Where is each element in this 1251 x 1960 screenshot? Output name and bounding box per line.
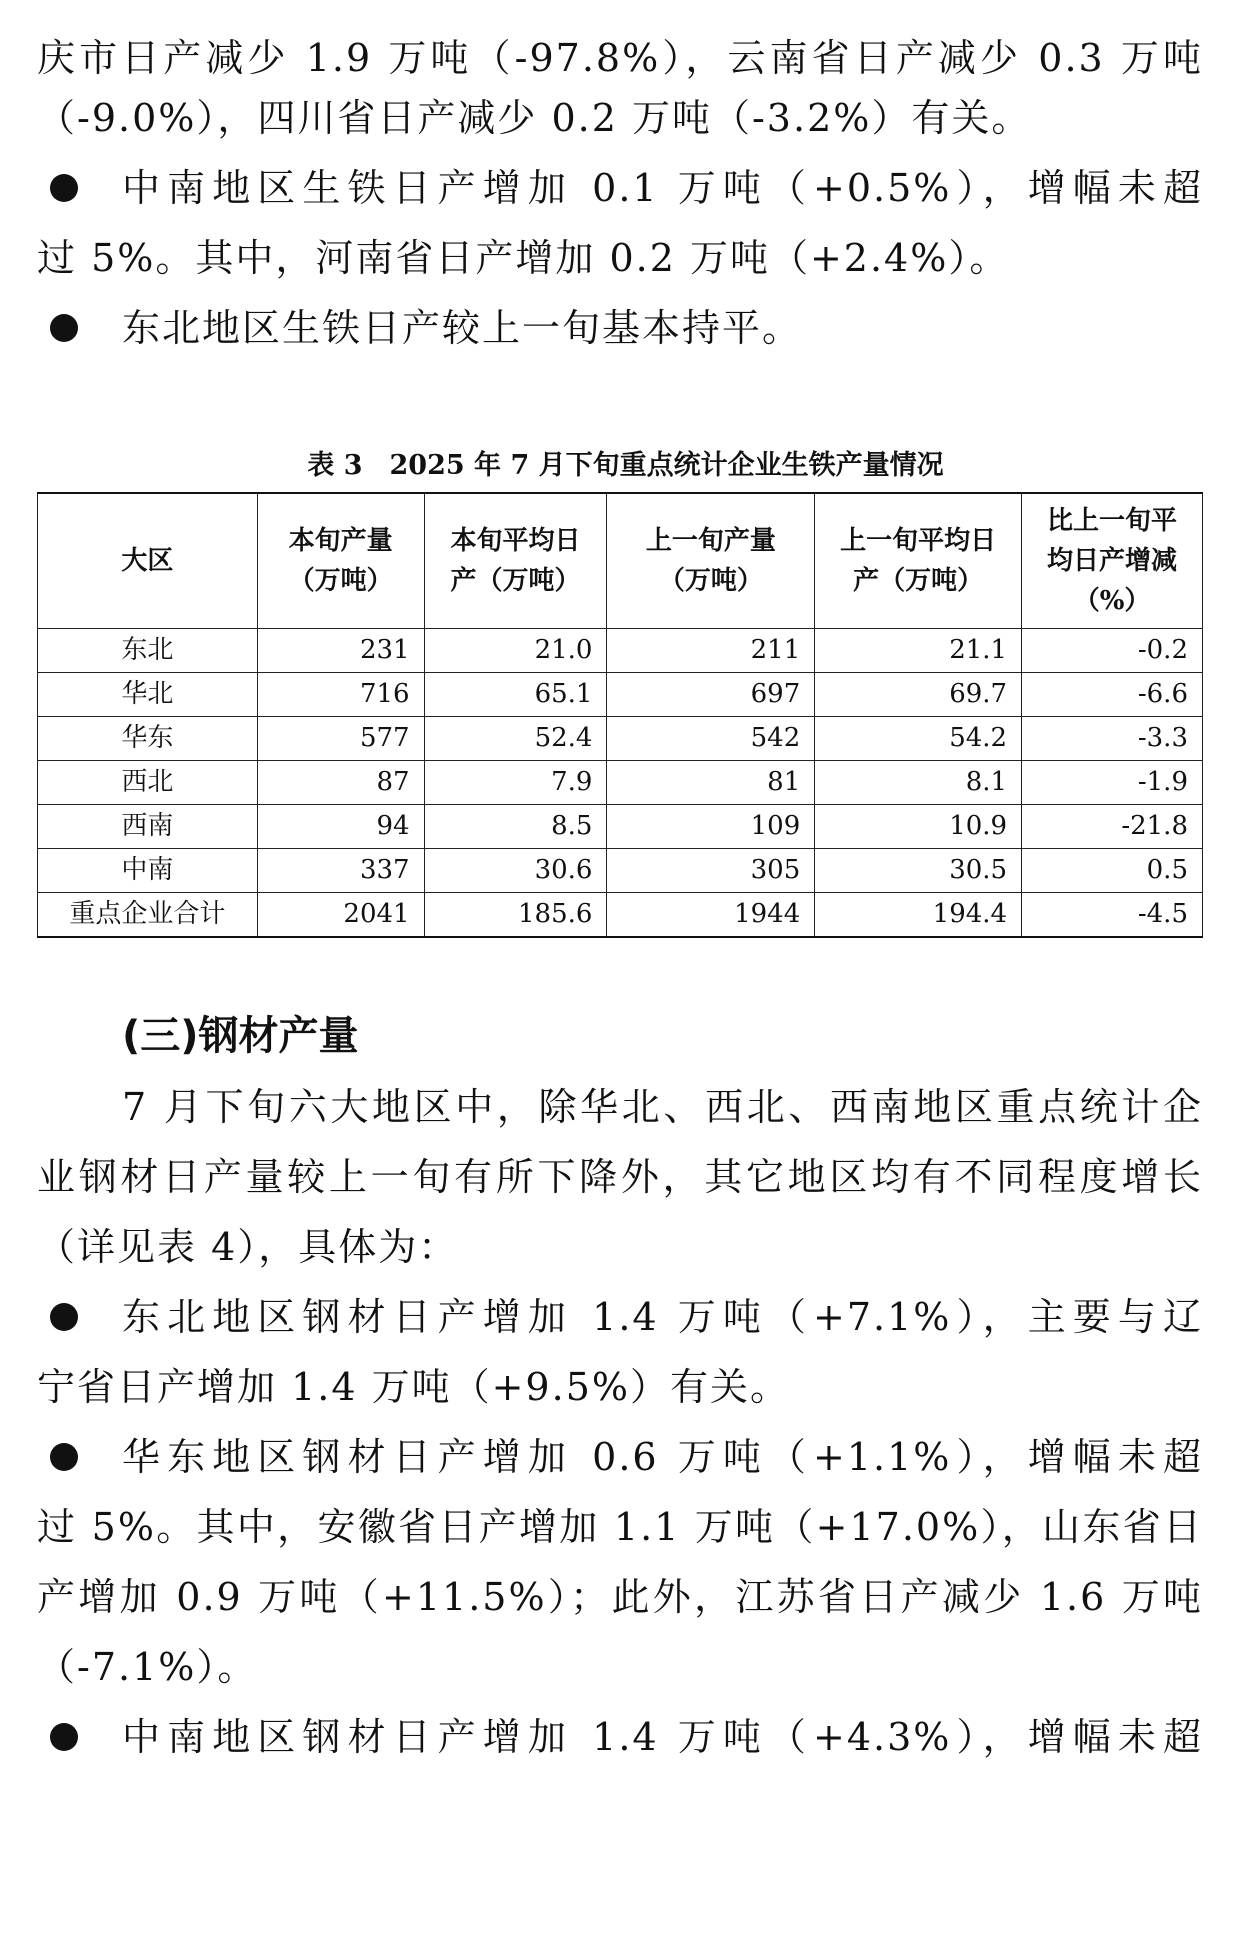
cell-period-daily-avg: 30.6 (424, 849, 607, 893)
header-period-output: 本旬产量（万吨） (257, 493, 424, 629)
cell-change-pct: -4.5 (1022, 893, 1203, 938)
cell-period-daily-avg: 185.6 (424, 893, 607, 938)
cell-period-output: 231 (257, 629, 424, 673)
bullet-text: 东北地区生铁日产较上一旬基本持平。 (122, 306, 803, 350)
cell-period-output: 337 (257, 849, 424, 893)
cell-period-daily-avg: 8.5 (424, 805, 607, 849)
table-row (38, 673, 1203, 717)
cell-prev-daily-avg: 54.2 (815, 717, 1022, 761)
cell-region: 东北 (38, 629, 258, 673)
cell-prev-daily-avg: 69.7 (815, 673, 1022, 717)
header-prev-daily-avg: 上一旬平均日产（万吨） (815, 493, 1022, 629)
cell-prev-output: 305 (607, 849, 815, 893)
bullet-text: 东北地区钢材日产增加 1.4 万吨（+7.1%），主要与辽 (122, 1295, 1203, 1339)
paragraph-line: （-7.1%）。 (37, 1645, 258, 1689)
header-change-pct: 比上一旬平均日产增减（%） (1022, 493, 1203, 629)
header-prev-output: 上一旬产量（万吨） (607, 493, 815, 629)
cell-prev-output: 542 (607, 717, 815, 761)
cell-prev-output: 211 (607, 629, 815, 673)
paragraph-line: 业钢材日产量较上一旬有所下降外，其它地区均有不同程度增长 (37, 1155, 1203, 1199)
cell-period-output: 2041 (257, 893, 424, 938)
paragraph-line: 宁省日产增加 1.4 万吨（+9.5%）有关。 (37, 1365, 790, 1409)
cell-period-output: 87 (257, 761, 424, 805)
cell-period-daily-avg: 65.1 (424, 673, 607, 717)
table-row (38, 717, 1203, 761)
table-row (38, 761, 1203, 805)
cell-prev-daily-avg: 30.5 (815, 849, 1022, 893)
header-region: 大区 (38, 493, 258, 629)
cell-change-pct: -0.2 (1022, 629, 1203, 673)
bullet-item-line (122, 1432, 1203, 1482)
paragraph-line: 庆市日产减少 1.9 万吨（-97.8%），云南省日产减少 0.3 万吨 (37, 36, 1203, 80)
cell-change-pct: -21.8 (1022, 805, 1203, 849)
bullet-text: 华东地区钢材日产增加 0.6 万吨（+1.1%），增幅未超 (122, 1435, 1203, 1479)
cell-prev-daily-avg: 8.1 (815, 761, 1022, 805)
cell-change-pct: -6.6 (1022, 673, 1203, 717)
bullet-item-line (122, 1712, 1203, 1762)
cell-period-output: 577 (257, 717, 424, 761)
cell-prev-daily-avg: 10.9 (815, 805, 1022, 849)
cell-period-output: 94 (257, 805, 424, 849)
bullet-item-line (122, 303, 1203, 353)
cell-prev-daily-avg: 21.1 (815, 629, 1022, 673)
cell-region: 华北 (38, 673, 258, 717)
bullet-text: 中南地区钢材日产增加 1.4 万吨（+4.3%），增幅未超 (122, 1715, 1203, 1759)
cell-prev-daily-avg: 194.4 (815, 893, 1022, 938)
cell-period-output: 716 (257, 673, 424, 717)
cell-region: 西南 (38, 805, 258, 849)
paragraph-line: 过 5%。其中，安徽省日产增加 1.1 万吨（+17.0%），山东省日 (37, 1505, 1203, 1549)
bullet-item-line (122, 163, 1203, 213)
cell-change-pct: 0.5 (1022, 849, 1203, 893)
cell-region: 华东 (38, 717, 258, 761)
cell-prev-output: 109 (607, 805, 815, 849)
table-row (38, 629, 1203, 673)
bullet-text: 中南地区生铁日产增加 0.1 万吨（+0.5%），增幅未超 (122, 166, 1203, 210)
bullet-dot-icon (50, 1303, 78, 1331)
table-title: 表 3 2025 年 7 月下旬重点统计企业生铁产量情况 (307, 450, 944, 481)
cell-period-daily-avg: 52.4 (424, 717, 607, 761)
table-row (38, 805, 1203, 849)
cell-region: 重点企业合计 (38, 893, 258, 938)
bullet-dot-icon (50, 314, 78, 342)
cell-region: 中南 (38, 849, 258, 893)
pig-iron-output-table (37, 492, 1203, 938)
section-heading: (三)钢材产量 (122, 1013, 359, 1059)
cell-prev-output: 81 (607, 761, 815, 805)
bullet-item-line (122, 1292, 1203, 1342)
table-header-row (38, 493, 1203, 629)
table-row (38, 849, 1203, 893)
cell-period-daily-avg: 21.0 (424, 629, 607, 673)
bullet-dot-icon (50, 174, 78, 202)
bullet-dot-icon (50, 1443, 78, 1471)
paragraph-line: 过 5%。其中，河南省日产增加 0.2 万吨（+2.4%）。 (37, 236, 1010, 280)
paragraph-line: 7 月下旬六大地区中，除华北、西北、西南地区重点统计企 (122, 1085, 1203, 1129)
cell-region: 西北 (38, 761, 258, 805)
cell-period-daily-avg: 7.9 (424, 761, 607, 805)
paragraph-line: 产增加 0.9 万吨（+11.5%）；此外，江苏省日产减少 1.6 万吨 (37, 1575, 1203, 1619)
header-period-daily-avg: 本旬平均日产（万吨） (424, 493, 607, 629)
cell-prev-output: 697 (607, 673, 815, 717)
table-total-row (38, 893, 1203, 938)
cell-prev-output: 1944 (607, 893, 815, 938)
cell-change-pct: -1.9 (1022, 761, 1203, 805)
bullet-dot-icon (50, 1723, 78, 1751)
paragraph-line: （-9.0%），四川省日产减少 0.2 万吨（-3.2%）有关。 (37, 96, 1032, 140)
cell-change-pct: -3.3 (1022, 717, 1203, 761)
paragraph-line: （详见表 4），具体为： (37, 1225, 459, 1269)
